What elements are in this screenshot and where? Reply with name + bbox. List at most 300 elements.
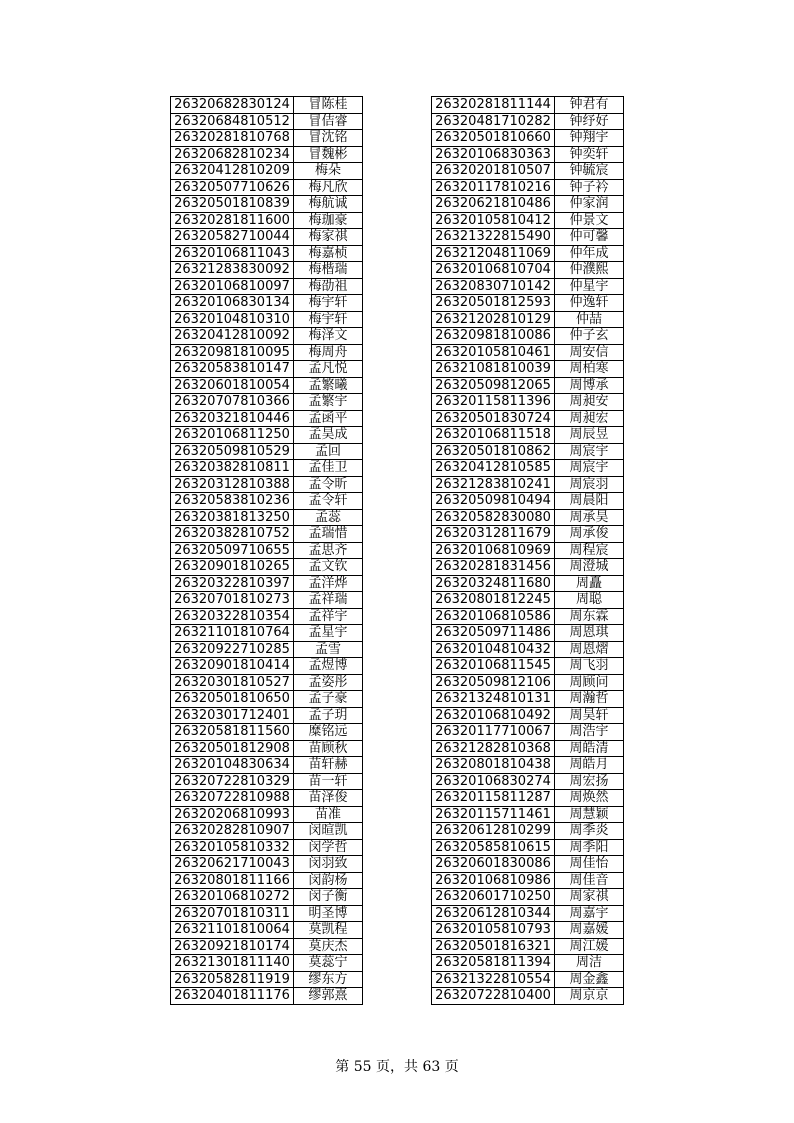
student-name-cell: 周昊轩 bbox=[555, 707, 624, 724]
student-name-cell: 钟纾好 bbox=[555, 113, 624, 130]
student-name-cell: 莫蕊宁 bbox=[294, 955, 363, 972]
student-name-cell: 周澄城 bbox=[555, 559, 624, 576]
student-name-cell: 周焕然 bbox=[555, 790, 624, 807]
table-row bbox=[432, 922, 624, 939]
student-name-cell: 周宸宇 bbox=[555, 443, 624, 460]
exam-id-cell: 26320581811560 bbox=[171, 724, 294, 741]
student-name-cell: 梅航诚 bbox=[294, 196, 363, 213]
student-name-cell: 孟祥瑞 bbox=[294, 592, 363, 609]
table-row bbox=[432, 955, 624, 972]
exam-id-cell: 26320583810236 bbox=[171, 493, 294, 510]
student-name-cell: 梅嘉桢 bbox=[294, 245, 363, 262]
table-row bbox=[432, 377, 624, 394]
student-name-cell: 梅劭祖 bbox=[294, 278, 363, 295]
table-row bbox=[171, 790, 363, 807]
student-name-cell: 周昶安 bbox=[555, 394, 624, 411]
table-row bbox=[432, 130, 624, 147]
student-name-cell: 孟凡悦 bbox=[294, 361, 363, 378]
exam-id-cell: 26321301811140 bbox=[171, 955, 294, 972]
exam-id-cell: 26320201810507 bbox=[432, 163, 555, 180]
student-name-cell: 冒陈桂 bbox=[294, 97, 363, 114]
student-name-cell: 苗一轩 bbox=[294, 773, 363, 790]
exam-id-cell: 26320401811176 bbox=[171, 988, 294, 1005]
table-row bbox=[432, 410, 624, 427]
exam-id-cell: 26320509710655 bbox=[171, 542, 294, 559]
table-row bbox=[171, 427, 363, 444]
student-name-cell: 仲喆 bbox=[555, 311, 624, 328]
exam-id-cell: 26320105810412 bbox=[432, 212, 555, 229]
student-name-cell: 周瀚哲 bbox=[555, 691, 624, 708]
table-row bbox=[171, 938, 363, 955]
table-row bbox=[432, 344, 624, 361]
student-name-cell: 周慧颖 bbox=[555, 806, 624, 823]
exam-id-cell: 26320501816321 bbox=[432, 938, 555, 955]
table-row bbox=[432, 526, 624, 543]
table-row bbox=[432, 311, 624, 328]
exam-id-cell: 26320106810704 bbox=[432, 262, 555, 279]
student-name-cell: 孟令昕 bbox=[294, 476, 363, 493]
exam-id-cell: 26320582811919 bbox=[171, 971, 294, 988]
exam-id-cell: 26320382810752 bbox=[171, 526, 294, 543]
student-name-cell: 梅家祺 bbox=[294, 229, 363, 246]
exam-id-cell: 26320583810147 bbox=[171, 361, 294, 378]
student-name-cell: 周安信 bbox=[555, 344, 624, 361]
exam-id-cell: 26320582710044 bbox=[171, 229, 294, 246]
table-row bbox=[432, 113, 624, 130]
student-name-cell: 周宸宇 bbox=[555, 460, 624, 477]
student-name-cell: 仲星宇 bbox=[555, 278, 624, 295]
student-name-cell: 闵韵杨 bbox=[294, 872, 363, 889]
student-name-cell: 仲濮熙 bbox=[555, 262, 624, 279]
table-row bbox=[432, 427, 624, 444]
table-row bbox=[432, 361, 624, 378]
student-name-cell: 周皓清 bbox=[555, 740, 624, 757]
table-row bbox=[432, 905, 624, 922]
table-row bbox=[432, 691, 624, 708]
table-row bbox=[432, 658, 624, 675]
exam-id-cell: 26320115811396 bbox=[432, 394, 555, 411]
table-row bbox=[432, 889, 624, 906]
table-row bbox=[171, 212, 363, 229]
table-row bbox=[171, 509, 363, 526]
exam-id-cell: 26320206810993 bbox=[171, 806, 294, 823]
table-row bbox=[432, 872, 624, 889]
student-name-cell: 周飞羽 bbox=[555, 658, 624, 675]
exam-id-cell: 26320682810234 bbox=[171, 146, 294, 163]
exam-id-cell: 26320281811144 bbox=[432, 97, 555, 114]
exam-id-cell: 26320501810862 bbox=[432, 443, 555, 460]
exam-id-cell: 26320312811679 bbox=[432, 526, 555, 543]
exam-id-cell: 26320301810527 bbox=[171, 674, 294, 691]
exam-id-cell: 26320106810586 bbox=[432, 608, 555, 625]
table-row bbox=[432, 509, 624, 526]
student-name-cell: 苗轩赫 bbox=[294, 757, 363, 774]
student-name-cell: 周东霖 bbox=[555, 608, 624, 625]
table-row bbox=[171, 344, 363, 361]
table-row bbox=[432, 773, 624, 790]
exam-id-cell: 26320104810310 bbox=[171, 311, 294, 328]
student-name-cell: 仲逸轩 bbox=[555, 295, 624, 312]
exam-id-cell: 26320106810969 bbox=[432, 542, 555, 559]
student-name-cell: 周恩琪 bbox=[555, 625, 624, 642]
student-name-cell: 周金鑫 bbox=[555, 971, 624, 988]
exam-id-cell: 26320701810311 bbox=[171, 905, 294, 922]
student-name-cell: 孟思齐 bbox=[294, 542, 363, 559]
table-row bbox=[432, 163, 624, 180]
student-name-cell: 孟雪 bbox=[294, 641, 363, 658]
exam-id-cell: 26320106811545 bbox=[432, 658, 555, 675]
exam-id-cell: 26320117710067 bbox=[432, 724, 555, 741]
exam-id-cell: 26320601710250 bbox=[432, 889, 555, 906]
exam-id-cell: 26320281810768 bbox=[171, 130, 294, 147]
exam-id-cell: 26320412810092 bbox=[171, 328, 294, 345]
table-row bbox=[171, 839, 363, 856]
exam-id-cell: 26320722810329 bbox=[171, 773, 294, 790]
exam-id-cell: 26320501812908 bbox=[171, 740, 294, 757]
table-row bbox=[171, 608, 363, 625]
exam-id-cell: 26320324811680 bbox=[432, 575, 555, 592]
student-name-cell: 周季炎 bbox=[555, 823, 624, 840]
student-name-cell: 周柏寒 bbox=[555, 361, 624, 378]
student-name-cell: 苗泽俊 bbox=[294, 790, 363, 807]
exam-id-cell: 26321101810064 bbox=[171, 922, 294, 939]
student-name-cell: 梅凡欣 bbox=[294, 179, 363, 196]
student-name-cell: 孟回 bbox=[294, 443, 363, 460]
student-name-cell: 梅楷瑞 bbox=[294, 262, 363, 279]
table-row bbox=[171, 295, 363, 312]
table-row bbox=[171, 971, 363, 988]
exam-id-cell: 26320281831456 bbox=[432, 559, 555, 576]
table-row bbox=[171, 806, 363, 823]
student-name-cell: 仲家润 bbox=[555, 196, 624, 213]
exam-id-cell: 26320106830363 bbox=[432, 146, 555, 163]
table-row bbox=[171, 443, 363, 460]
exam-id-cell: 26320106810492 bbox=[432, 707, 555, 724]
table-row bbox=[171, 278, 363, 295]
student-name-cell: 莫庆杰 bbox=[294, 938, 363, 955]
student-name-cell: 梅宇轩 bbox=[294, 295, 363, 312]
student-name-cell: 周嘉媛 bbox=[555, 922, 624, 939]
table-row bbox=[171, 856, 363, 873]
table-row bbox=[432, 179, 624, 196]
exam-id-cell: 26320585810615 bbox=[432, 839, 555, 856]
table-row bbox=[171, 691, 363, 708]
student-name-cell: 梅泽文 bbox=[294, 328, 363, 345]
exam-id-cell: 26320105810332 bbox=[171, 839, 294, 856]
student-name-cell: 莫凯程 bbox=[294, 922, 363, 939]
student-name-cell: 孟昊成 bbox=[294, 427, 363, 444]
exam-id-cell: 26320922710285 bbox=[171, 641, 294, 658]
exam-id-cell: 26320115711461 bbox=[432, 806, 555, 823]
exam-id-cell: 26320501810839 bbox=[171, 196, 294, 213]
student-name-cell: 冒魏彬 bbox=[294, 146, 363, 163]
exam-id-cell: 26320312810388 bbox=[171, 476, 294, 493]
student-name-cell: 周聪 bbox=[555, 592, 624, 609]
student-name-cell: 仲可馨 bbox=[555, 229, 624, 246]
exam-id-cell: 26320106811043 bbox=[171, 245, 294, 262]
student-name-cell: 孟星宇 bbox=[294, 625, 363, 642]
table-row bbox=[171, 707, 363, 724]
exam-id-cell: 26320322810354 bbox=[171, 608, 294, 625]
table-row bbox=[171, 229, 363, 246]
exam-id-cell: 26320682830124 bbox=[171, 97, 294, 114]
student-name-cell: 闵暄凯 bbox=[294, 823, 363, 840]
table-row bbox=[171, 559, 363, 576]
table-row bbox=[432, 394, 624, 411]
exam-id-cell: 26320509810529 bbox=[171, 443, 294, 460]
exam-id-cell: 26320104810432 bbox=[432, 641, 555, 658]
table-row bbox=[171, 262, 363, 279]
table-row bbox=[171, 823, 363, 840]
table-row bbox=[432, 278, 624, 295]
table-row bbox=[171, 476, 363, 493]
student-name-cell: 孟祥宇 bbox=[294, 608, 363, 625]
exam-id-cell: 26320106811518 bbox=[432, 427, 555, 444]
exam-id-cell: 26321282810368 bbox=[432, 740, 555, 757]
student-name-cell: 仲景文 bbox=[555, 212, 624, 229]
table-row bbox=[432, 971, 624, 988]
exam-id-cell: 26320106810097 bbox=[171, 278, 294, 295]
student-name-cell: 周佳音 bbox=[555, 872, 624, 889]
table-row bbox=[432, 97, 624, 114]
student-name-cell: 仲年成 bbox=[555, 245, 624, 262]
student-name-cell: 孟令轩 bbox=[294, 493, 363, 510]
roster-table-right bbox=[431, 96, 624, 1005]
exam-id-cell: 26320901810265 bbox=[171, 559, 294, 576]
exam-id-cell: 26320921810174 bbox=[171, 938, 294, 955]
table-row bbox=[432, 625, 624, 642]
table-row bbox=[171, 410, 363, 427]
table-row bbox=[171, 955, 363, 972]
table-row bbox=[171, 592, 363, 609]
student-name-cell: 梅宇轩 bbox=[294, 311, 363, 328]
student-name-cell: 周皓月 bbox=[555, 757, 624, 774]
table-row bbox=[432, 262, 624, 279]
table-row bbox=[432, 641, 624, 658]
student-name-cell: 孟佳卫 bbox=[294, 460, 363, 477]
exam-id-cell: 26321202810129 bbox=[432, 311, 555, 328]
table-row bbox=[171, 724, 363, 741]
exam-id-cell: 26320621810486 bbox=[432, 196, 555, 213]
roster-table-right-body bbox=[432, 97, 624, 1005]
table-row bbox=[432, 806, 624, 823]
exam-id-cell: 26320301712401 bbox=[171, 707, 294, 724]
exam-id-cell: 26321322815490 bbox=[432, 229, 555, 246]
table-row bbox=[432, 328, 624, 345]
table-row bbox=[432, 740, 624, 757]
table-row bbox=[432, 823, 624, 840]
exam-id-cell: 26320509812065 bbox=[432, 377, 555, 394]
table-row bbox=[171, 625, 363, 642]
student-name-cell: 孟繁宇 bbox=[294, 394, 363, 411]
table-row bbox=[171, 740, 363, 757]
table-row bbox=[432, 476, 624, 493]
roster-table-left-body bbox=[171, 97, 363, 1005]
exam-id-cell: 26320509812106 bbox=[432, 674, 555, 691]
student-name-cell: 孟函平 bbox=[294, 410, 363, 427]
student-name-cell: 梅朵 bbox=[294, 163, 363, 180]
table-row bbox=[432, 608, 624, 625]
student-name-cell: 周季阳 bbox=[555, 839, 624, 856]
student-name-cell: 周博承 bbox=[555, 377, 624, 394]
exam-id-cell: 26320612810299 bbox=[432, 823, 555, 840]
student-name-cell: 钟奕轩 bbox=[555, 146, 624, 163]
exam-id-cell: 26321322810554 bbox=[432, 971, 555, 988]
table-row bbox=[432, 592, 624, 609]
exam-id-cell: 26320104830634 bbox=[171, 757, 294, 774]
student-name-cell: 周恩熠 bbox=[555, 641, 624, 658]
table-row bbox=[432, 443, 624, 460]
table-row bbox=[432, 988, 624, 1005]
student-name-cell: 闵学哲 bbox=[294, 839, 363, 856]
exam-id-cell: 26320981810086 bbox=[432, 328, 555, 345]
exam-id-cell: 26320106810272 bbox=[171, 889, 294, 906]
student-name-cell: 周承昊 bbox=[555, 509, 624, 526]
table-row bbox=[171, 493, 363, 510]
student-name-cell: 周昶宏 bbox=[555, 410, 624, 427]
student-name-cell: 孟蕊 bbox=[294, 509, 363, 526]
student-name-cell: 周洁 bbox=[555, 955, 624, 972]
student-name-cell: 周嘉宇 bbox=[555, 905, 624, 922]
table-row bbox=[432, 724, 624, 741]
exam-id-cell: 26321081810039 bbox=[432, 361, 555, 378]
student-name-cell: 仲子玄 bbox=[555, 328, 624, 345]
student-name-cell: 周程宸 bbox=[555, 542, 624, 559]
student-name-cell: 梅周舟 bbox=[294, 344, 363, 361]
exam-id-cell: 26320581811394 bbox=[432, 955, 555, 972]
student-name-cell: 钟君有 bbox=[555, 97, 624, 114]
student-name-cell: 缪郭熹 bbox=[294, 988, 363, 1005]
table-row bbox=[432, 196, 624, 213]
student-name-cell: 周浩宇 bbox=[555, 724, 624, 741]
table-row bbox=[171, 245, 363, 262]
exam-id-cell: 26320830710142 bbox=[432, 278, 555, 295]
table-row bbox=[171, 394, 363, 411]
table-row bbox=[432, 295, 624, 312]
table-row bbox=[171, 674, 363, 691]
exam-id-cell: 26320722810988 bbox=[171, 790, 294, 807]
exam-id-cell: 26320115811287 bbox=[432, 790, 555, 807]
student-name-cell: 苗顾秋 bbox=[294, 740, 363, 757]
table-row bbox=[171, 542, 363, 559]
table-row bbox=[171, 658, 363, 675]
student-name-cell: 周佳怡 bbox=[555, 856, 624, 873]
table-row bbox=[171, 460, 363, 477]
student-name-cell: 冒佶睿 bbox=[294, 113, 363, 130]
page-footer bbox=[0, 1056, 794, 1076]
exam-id-cell: 26320501830724 bbox=[432, 410, 555, 427]
student-name-cell: 孟文钦 bbox=[294, 559, 363, 576]
roster-table-left bbox=[170, 96, 363, 1005]
student-name-cell: 孟繁曦 bbox=[294, 377, 363, 394]
table-row bbox=[171, 311, 363, 328]
exam-id-cell: 26320281811600 bbox=[171, 212, 294, 229]
table-row bbox=[432, 245, 624, 262]
table-row bbox=[432, 856, 624, 873]
table-row bbox=[432, 674, 624, 691]
exam-id-cell: 26320501812593 bbox=[432, 295, 555, 312]
table-row bbox=[171, 196, 363, 213]
table-row bbox=[432, 757, 624, 774]
exam-id-cell: 26320321810446 bbox=[171, 410, 294, 427]
exam-id-cell: 26320801810438 bbox=[432, 757, 555, 774]
student-name-cell: 孟子豪 bbox=[294, 691, 363, 708]
table-row bbox=[432, 493, 624, 510]
table-row bbox=[171, 526, 363, 543]
student-name-cell: 孟洋烨 bbox=[294, 575, 363, 592]
table-row bbox=[171, 130, 363, 147]
exam-id-cell: 26320601830086 bbox=[432, 856, 555, 873]
exam-id-cell: 26320509711486 bbox=[432, 625, 555, 642]
exam-id-cell: 26320106811250 bbox=[171, 427, 294, 444]
table-row bbox=[171, 889, 363, 906]
table-row bbox=[171, 872, 363, 889]
exam-id-cell: 26320322810397 bbox=[171, 575, 294, 592]
exam-id-cell: 26320722810400 bbox=[432, 988, 555, 1005]
exam-id-cell: 26320282810907 bbox=[171, 823, 294, 840]
exam-id-cell: 26320381813250 bbox=[171, 509, 294, 526]
table-row bbox=[171, 757, 363, 774]
student-name-cell: 周宸羽 bbox=[555, 476, 624, 493]
page-number-text: 第 55 页，共 63 页 bbox=[335, 1059, 459, 1075]
student-name-cell: 苗准 bbox=[294, 806, 363, 823]
student-name-cell: 冒沈铭 bbox=[294, 130, 363, 147]
student-name-cell: 周矗 bbox=[555, 575, 624, 592]
table-row bbox=[432, 460, 624, 477]
exam-id-cell: 26321204811069 bbox=[432, 245, 555, 262]
exam-id-cell: 26320501810660 bbox=[432, 130, 555, 147]
table-row bbox=[171, 328, 363, 345]
student-name-cell: 周顾问 bbox=[555, 674, 624, 691]
exam-id-cell: 26320382810811 bbox=[171, 460, 294, 477]
student-name-cell: 周京京 bbox=[555, 988, 624, 1005]
table-row bbox=[171, 922, 363, 939]
exam-id-cell: 26320612810344 bbox=[432, 905, 555, 922]
exam-id-cell: 26320707810366 bbox=[171, 394, 294, 411]
exam-id-cell: 26320106830274 bbox=[432, 773, 555, 790]
table-row bbox=[171, 988, 363, 1005]
table-row bbox=[432, 212, 624, 229]
student-name-cell: 周江媛 bbox=[555, 938, 624, 955]
exam-id-cell: 26321324810131 bbox=[432, 691, 555, 708]
table-row bbox=[171, 361, 363, 378]
table-row bbox=[171, 377, 363, 394]
student-name-cell: 孟瑞惜 bbox=[294, 526, 363, 543]
exam-id-cell: 26320601810054 bbox=[171, 377, 294, 394]
exam-id-cell: 26320106830134 bbox=[171, 295, 294, 312]
table-row bbox=[432, 146, 624, 163]
exam-id-cell: 26320509810494 bbox=[432, 493, 555, 510]
table-row bbox=[432, 938, 624, 955]
student-name-cell: 周家祺 bbox=[555, 889, 624, 906]
table-row bbox=[432, 839, 624, 856]
exam-id-cell: 26320105810793 bbox=[432, 922, 555, 939]
student-name-cell: 孟煜博 bbox=[294, 658, 363, 675]
exam-id-cell: 26320412810209 bbox=[171, 163, 294, 180]
student-name-cell: 孟姿彤 bbox=[294, 674, 363, 691]
exam-id-cell: 26320801812245 bbox=[432, 592, 555, 609]
table-row bbox=[171, 113, 363, 130]
table-row bbox=[432, 542, 624, 559]
exam-id-cell: 26320981810095 bbox=[171, 344, 294, 361]
exam-id-cell: 26320701810273 bbox=[171, 592, 294, 609]
exam-id-cell: 26320117810216 bbox=[432, 179, 555, 196]
exam-id-cell: 26320901810414 bbox=[171, 658, 294, 675]
exam-id-cell: 26320507710626 bbox=[171, 179, 294, 196]
table-row bbox=[432, 559, 624, 576]
student-name-cell: 糜铭远 bbox=[294, 724, 363, 741]
exam-id-cell: 26320621710043 bbox=[171, 856, 294, 873]
